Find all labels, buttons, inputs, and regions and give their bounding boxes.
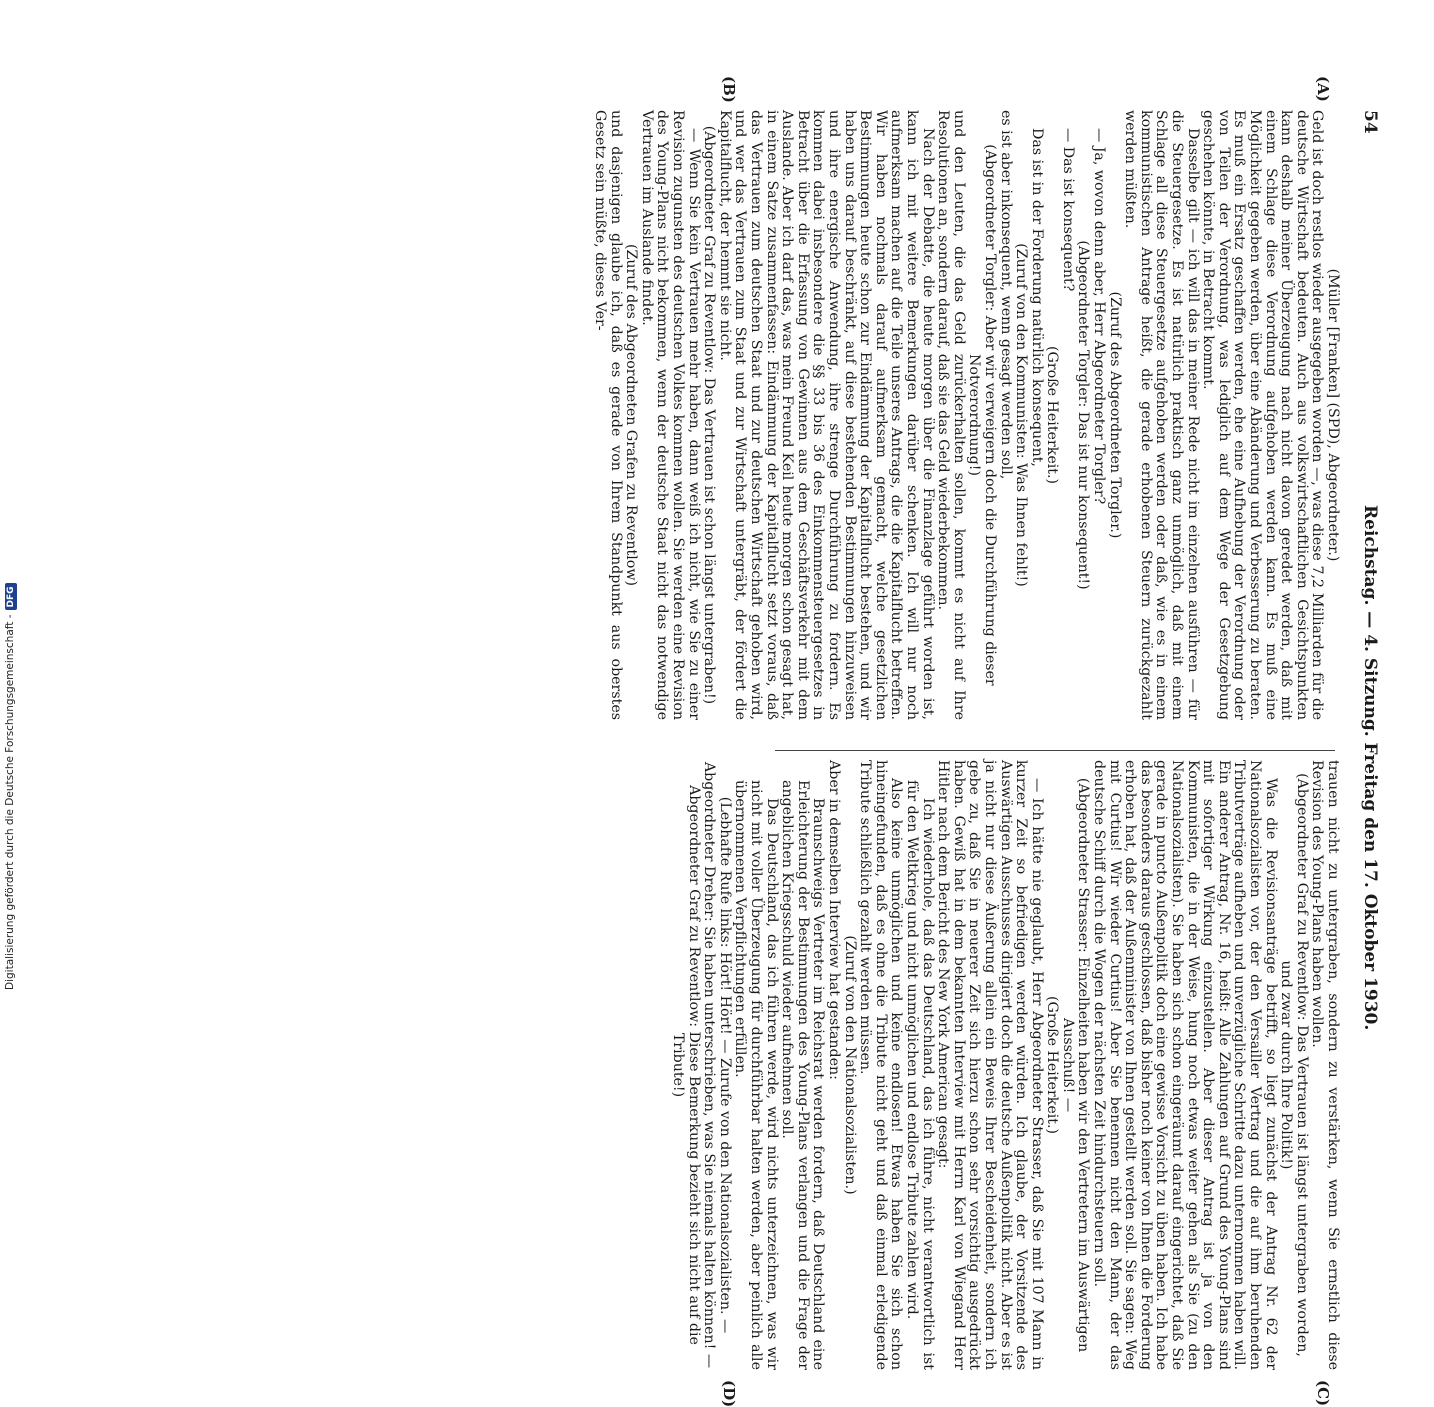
paragraph: Aber in demselben Interview hat gestanden: [826, 760, 842, 1080]
paragraph: es ist aber inkonsequent, wenn gesagt werden soll, [997, 110, 1014, 480]
digitization-credit [0, 0, 22, 1000]
dfg-logo: DFG [5, 583, 17, 610]
speaker-line: (Müller [Franken] (SPD), Abgeordneter.) [1325, 268, 1341, 562]
paragraph: und den Leuten, die das Geld zurückerhalten sollen, kommt es nicht auf Ihre Resolutionen an, sondern darauf, daß sie das Geld wiederbekommen. [935, 110, 967, 720]
interjection: (Abgeordneter Graf zu Reventlow: Das Vertrauen ist schon längst untergraben!) [701, 125, 718, 705]
page-title: Reichstag. — 4. Sitzung. Freitag den 17. Oktober 1930. [1360, 505, 1380, 1031]
paragraph: und dasjenigen glaube ich, daß es gerade von Ihrem Standpunkt aus oberstes Gesetz sein müßte, dieses Ver- [592, 110, 624, 720]
column-divider [775, 750, 1335, 751]
paragraph: Also keine unmöglichen und keine endlosen! Etwas haben Sie sich schon hineingefunden, daß es ohne die Tribute nicht geht und daß einmal erledigende Tribute schließlich gezahlt werden müssen. [857, 760, 905, 1370]
page-number: 54 [1360, 110, 1380, 134]
paragraph: trauen nicht zu untergraben, sondern zu verstärken, wenn Sie ernstlich diese Revision des Young-Plans haben wollen. [1309, 760, 1341, 1370]
interjection: (Lebhafte Rufe links: Hört! Hört! — Zurufe von den Nationalsozialisten. — Abgeordneter Dreher: Sie haben unterschrieben, was Sie niemals halten können! — Abgeordneter Graf zu Reventlow: Diese Bemerkung bezieht sich nicht auf die Tribute!) [670, 761, 733, 1369]
right-column [669, 760, 1340, 1370]
paragraph: — Ja, wovon denn aber, Herr Abgeordneter Torgler? [1091, 128, 1108, 505]
page-header [1352, 110, 1380, 1370]
interjection: (Abgeordneter Torgler: Aber wir verweigern doch die Durchführung dieser Notverordnung!) [966, 144, 998, 686]
paragraph: Was die Revisionsanträge betrifft, so liegt zunächst der Antrag Nr. 62 der Nationalsozialisten vor, der den Versailler Vertrag und die auf ihm beruhenden Tributverträge aufheben und unverzügliche Schritte dazu unternommen haben will. Ein anderer Antrag, Nr. 16, heißt: Alle Zahlungen auf Grund des Young-Plans sind mit sofortiger Wirkung einzustellen. Aber dieser Antrag ist ja von den Kommunisten, die in der Weise, hung noch etwas weiter gehen als Sie (zu den Nationalsozialisten). Sie haben sich schon eingeräumt darauf eingerichtet, daß Sie gerade in puncto Außenpolitik doch eine gewisse Vorsicht zu üben haben. Ich habe das besonders daraus geschlossen, daß bisher noch keiner von Ihnen die Forderung erhoben hat, daß der Außenminister von Ihnen gestellt werden soll. Sie sagen: Weg mit Curtius! Wir wieder Curtius! Aber Sie benennen nicht den Mann, der das deutsche Schiff durch die Wogen der nächsten Zeit hindurchsteuern soll. [1091, 760, 1279, 1370]
paragraph: Nach der Debatte, die heute morgen über die Finanzlage geführt worden ist, kann ich mit weitere Bemerkungen darüber schenken. Ich will nur noch aufmerksam machen auf die Teile unseres Antrags, die die Kapitalflucht betreffen. Wir haben nochmals darauf aufmerksam gemacht, welche gesetzlichen Bestimmungen heute schon zur Eindämmung der Kapitalflucht bestehen, und wir haben uns darauf beschränkt, auf diese bestehenden Bestimmungen hinzuweisen und ihre energische Anwendung, ihre strenge Durchführung zu fordern. Es kommen dabei insbesondere die §§ 33 bis 36 des Einkommensteuergesetzes in Betracht über die Erfassung von Gewinnen aus dem Geschäftsverkehr mit dem Auslande. Aber ich darf das, was mein Freund Keil heute morgen schon gesagt hat, in einem Satze zusammenfassen: Eindämmung der Kapitalflucht setzt voraus, daß das Vertrauen zum deutschen Staat und zur deutschen Wirtschaft gehoben wird, und wer das Vertrauen zum Staat und zur Wirtschaft untergräbt, der fördert die Kapitalflucht, der hemmt sie nicht. [716, 110, 936, 720]
interjection: (Zuruf des Abgeordneten Torgler.) [1106, 291, 1123, 539]
document-page [140, 76, 1380, 1407]
margin-mark-a: (A) [1314, 76, 1332, 102]
paragraph: — Das ist konsequent? [1059, 128, 1076, 292]
margin-mark-d: (D) [720, 1380, 738, 1407]
left-column [592, 110, 1341, 720]
credit-text-wrap [4, 583, 17, 990]
interjection: (Große Heiterkeit.) [1044, 345, 1061, 485]
paragraph: Das ist in der Forderung natürlich konsequent, [1028, 128, 1045, 467]
interjection: (Abgeordneter Strasser: Einzelheiten haben wir den Vertretern im Auswärtigen Ausschuß! — [1059, 777, 1092, 1353]
quotation: Braunschweigs Vertreter im Reichsrat werden fordern, daß Deutschland eine Erleichterung der Bestimmungen des Young-Plans verlangen und die Frage der angeblichen Kriegsschuld wieder aufnehmen soll. [779, 780, 827, 1370]
interjection: (Zuruf des Abgeordneten Grafen zu Reventlow) [623, 243, 640, 587]
interjection: (Große Heiterkeit.) [1044, 995, 1061, 1135]
interjection: (Abgeordneter Graf zu Reventlow: Das Vertrauen ist längst untergraben worden, und zwar durch Ihre Politik!) [1278, 773, 1310, 1357]
credit-text: Digitalisierung gefördert durch die Deutsche Forschungsgemeinschaft - [4, 614, 16, 990]
quotation: Ich wiederhole, daß das Deutschland, das ich führe, nicht verantwortlich ist für den Weltkrieg und nicht unmöglichen und endlose Tribute zahlen wird. [903, 780, 936, 1370]
quotation: Das Deutschland, das ich führen werde, wird nichts unterzeichnen, was wir nicht mit voller Überzeugung für durchführbar halten werden, aber peinlich alle übernommenen Verpflichtungen erfüllen. [732, 780, 780, 1370]
margin-mark-c: (C) [1314, 1380, 1332, 1407]
paragraph: Geld ist doch restlos wieder ausgegeben worden —, was diese 7,2 Milliarden für die deutsche Wirtschaft bedeuten. Auch aus volkswirtschaftlichen Gesichtspunkten kann deshalb meiner Überzeugung nach nicht davon geredet werden, daß mit einem Schlage diese Verordnung aufgehoben werden kann. Es muß eine Möglichkeit gegeben werden, über eine Abänderung und Verbesserung zu beraten. Es muß ein Ersatz geschaffen werden, ehe eine Aufhebung der Verordnung oder von Teilen der Verordnung, was lediglich auf dem Wege der Gesetzgebung geschehen könnte, in Betracht kommt. [1200, 110, 1326, 720]
interjection: (Zuruf von den Nationalsozialisten.) [841, 935, 858, 1195]
interjection: (Abgeordneter Torgler: Das ist nur konsequent!) [1075, 240, 1092, 590]
paragraph: Dasselbe gilt — ich will das in meiner Rede nicht im einzelnen ausführen — für die Steuergesetze. Es ist natürlich praktisch ganz unmöglich, daß mit einem Schlage all diese Steuergesetze aufgehoben werden oder daß, wie es in einem kommunistischen Antrage heißt, die gerade erhobenen Steuern zurückgezahlt werden müßten. [1122, 110, 1201, 720]
paragraph: — Wenn Sie kein Vertrauen mehr haben, dann weiß ich nicht, wie Sie zu einer Revision zugunsten des deutschen Volkes kommen wollen. Sie werden eine Revision des Young-Plans nicht bekommen, wenn der deutsche Staat nicht das notwendige Vertrauen im Auslande findet. [638, 110, 702, 720]
paragraph: — Ich hätte nie geglaubt, Herr Abgeordneter Strasser, daß Sie mit 107 Mann in kurzer Zeit so befriedigen werden würden. Ich glaube, der Vorsitzende des Auswärtigen Ausschusses dirigiert doch die deutsche Außenpolitik nicht. Aber es ist ja nicht nur diese Äußerung allein ein Beweis Ihrer Bescheidenheit, sondern ich gebe zu, daß Sie in neuerer Zeit sich hierzu schon sehr vorsichtig ausgedrückt haben. Gewiß hat in dem bekannten Interview mit Herrn Karl von Wiegand Herr Hitler nach dem Bericht des New York American gesagt: [935, 760, 1045, 1370]
margin-mark-b: (B) [720, 76, 738, 103]
interjection: (Zuruf von den Kommunisten: Was Ihnen fehlt!) [1013, 243, 1030, 587]
